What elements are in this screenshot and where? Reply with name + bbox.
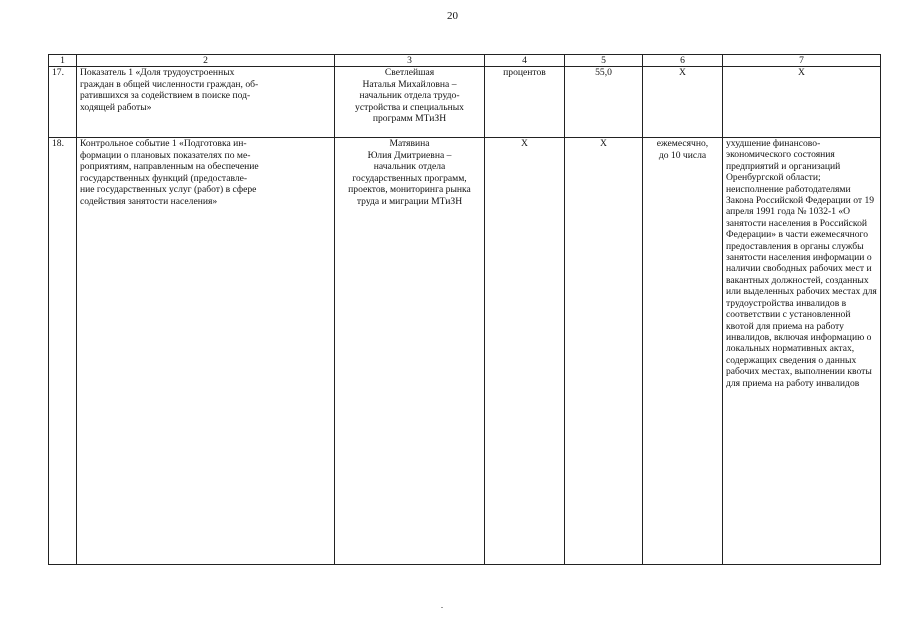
period-cell: Х (643, 67, 723, 138)
header-cell-4: 4 (485, 55, 565, 67)
table-header-row (49, 55, 881, 67)
risks-cell: ухудшение финансово-экономического состояния предприятий и организаций Оренбургской области; неисполнение работодателями Закона Российской Федерации от 19 апреля 1991 года № 1032-1 «О занятости населения в Российской Федерации» в части ежемесячного предоставления в органы службы занятости населения информации о наличии свободных рабочих мест и вакантных должностей, созданных или выделенных рабочих местах для трудоустройства инвалидов в соответствии с установленной квотой для приема на работу инвалидов, включая информацию о локальных нормативных актах, содержащих сведения о данных рабочих местах, выполнении квоты для приема на работу инвалидов (723, 138, 881, 565)
value-cell: Х (565, 138, 643, 565)
header-cell-6: 6 (643, 55, 723, 67)
row-number-cell: 17. (49, 67, 77, 138)
period-cell: ежемесячно, до 10 числа (643, 138, 723, 565)
event-name-cell: Контрольное событие 1 «Подготовка ин- формации о плановых показателях по ме- роприятиям, направленным на обеспечение государственных функций (предоставле- ние государственных услуг (работ) в сфере содействия занятости населения» (77, 138, 335, 565)
header-cell-2: 2 (77, 55, 335, 67)
page-number: 20 (447, 10, 458, 22)
table-row (49, 67, 881, 138)
value-cell: 55,0 (565, 67, 643, 138)
plan-table (48, 54, 881, 565)
header-cell-3: 3 (335, 55, 485, 67)
header-cell-7: 7 (723, 55, 881, 67)
scan-speck (441, 607, 443, 608)
header-cell-1: 1 (49, 55, 77, 67)
responsible-person-cell: Светлейшая Наталья Михайловна – начальник отдела трудо- устройства и специальных программ МТиЗН (335, 67, 485, 138)
header-cell-5: 5 (565, 55, 643, 67)
table-row (49, 138, 881, 565)
row-number-cell: 18. (49, 138, 77, 565)
risks-cell: Х (723, 67, 881, 138)
responsible-person-cell: Матявина Юлия Дмитриевна – начальник отдела государственных программ, проектов, мониторинга рынка труда и миграции МТиЗН (335, 138, 485, 565)
indicator-name-cell: Показатель 1 «Доля трудоустроенных граждан в общей численности граждан, об- ратившихся за содействием в поиске под- ходящей работы» (77, 67, 335, 138)
unit-cell: Х (485, 138, 565, 565)
unit-cell: процентов (485, 67, 565, 138)
